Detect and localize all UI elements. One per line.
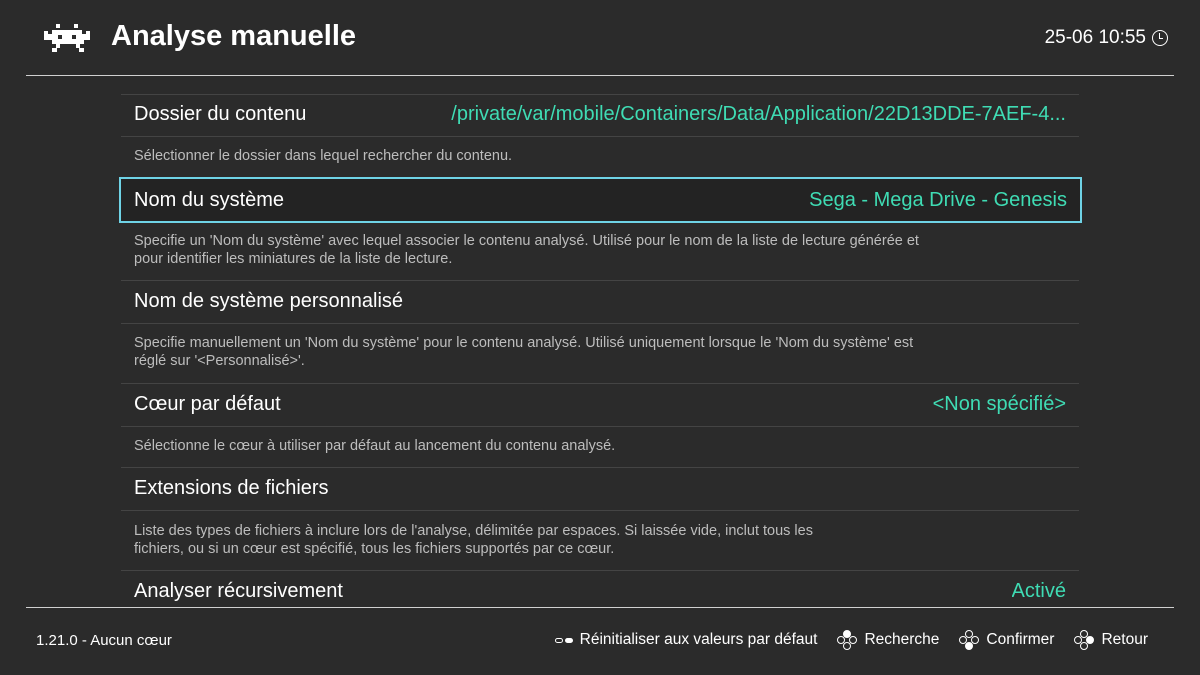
- setting-value: Sega - Mega Drive - Genesis: [809, 188, 1067, 211]
- retroarch-logo-icon: [44, 24, 90, 52]
- back-label: Retour: [1101, 631, 1148, 648]
- setting-description: Sélectionner le dossier dans lequel rechercher du contenu.: [134, 148, 513, 164]
- setting-label: Dossier du contenu: [134, 103, 307, 125]
- footer-actions: [555, 630, 1148, 650]
- setting-value: /private/var/mobile/Containers/Data/Application/22D13DDE-7AEF-4...: [451, 103, 1066, 125]
- setting-recursive-scan[interactable]: [121, 570, 1079, 607]
- confirm-button[interactable]: [959, 630, 1054, 650]
- setting-description: Specifie un 'Nom du système' avec lequel associer le contenu analysé. Utilisé pour le nom de la liste de lecture générée et pour identifier les miniatures de la liste de lecture.: [134, 233, 919, 267]
- setting-description: Sélectionne le cœur à utiliser par défaut au lancement du contenu analysé.: [134, 438, 616, 454]
- clock: [1045, 27, 1168, 49]
- setting-description: Liste des types de fichiers à inclure lors de l'analyse, délimitée par espaces. Si laissée vide, inclut tous les fichiers, ou si un cœur est spécifié, tous les fichiers supportés par ce cœur.: [134, 523, 813, 557]
- setting-system-name[interactable]: [119, 177, 1082, 223]
- settings-list[interactable]: [0, 76, 1200, 607]
- reset-button[interactable]: [555, 631, 818, 649]
- datetime: 25-06 10:55: [1044, 27, 1146, 48]
- setting-value: <Non spécifié>: [932, 393, 1066, 415]
- setting-content-folder[interactable]: [121, 93, 1079, 137]
- search-label: Recherche: [864, 631, 940, 648]
- gamepad-right-button-icon: [1074, 630, 1094, 650]
- gamepad-top-button-icon: [837, 630, 857, 650]
- setting-default-core[interactable]: [121, 383, 1079, 427]
- select-button-icon: [555, 638, 573, 643]
- setting-label: Nom de système personnalisé: [134, 290, 404, 312]
- page-title: Analyse manuelle: [111, 20, 356, 52]
- setting-label: Nom du système: [134, 188, 285, 211]
- footer-divider: [26, 607, 1174, 608]
- back-button[interactable]: [1074, 630, 1148, 650]
- setting-custom-system-name[interactable]: [121, 280, 1079, 324]
- search-button[interactable]: [837, 630, 939, 650]
- gamepad-bottom-button-icon: [959, 630, 979, 650]
- reset-label: Réinitialiser aux valeurs par défaut: [579, 631, 818, 648]
- clock-icon: [1152, 30, 1168, 46]
- setting-label: Cœur par défaut: [134, 393, 281, 415]
- setting-file-extensions[interactable]: [121, 467, 1079, 511]
- confirm-label: Confirmer: [986, 631, 1055, 648]
- setting-label: Extensions de fichiers: [134, 477, 329, 499]
- setting-label: Analyser récursivement: [134, 580, 343, 602]
- header: [0, 0, 1200, 76]
- version-label: 1.21.0 - Aucun cœur: [36, 632, 172, 649]
- setting-description: Specifie manuellement un 'Nom du système' pour le contenu analysé. Utilisé uniquement lorsque le 'Nom du système' est réglé sur '<Personnalisé>'.: [134, 335, 914, 369]
- setting-value: Activé: [1011, 580, 1066, 602]
